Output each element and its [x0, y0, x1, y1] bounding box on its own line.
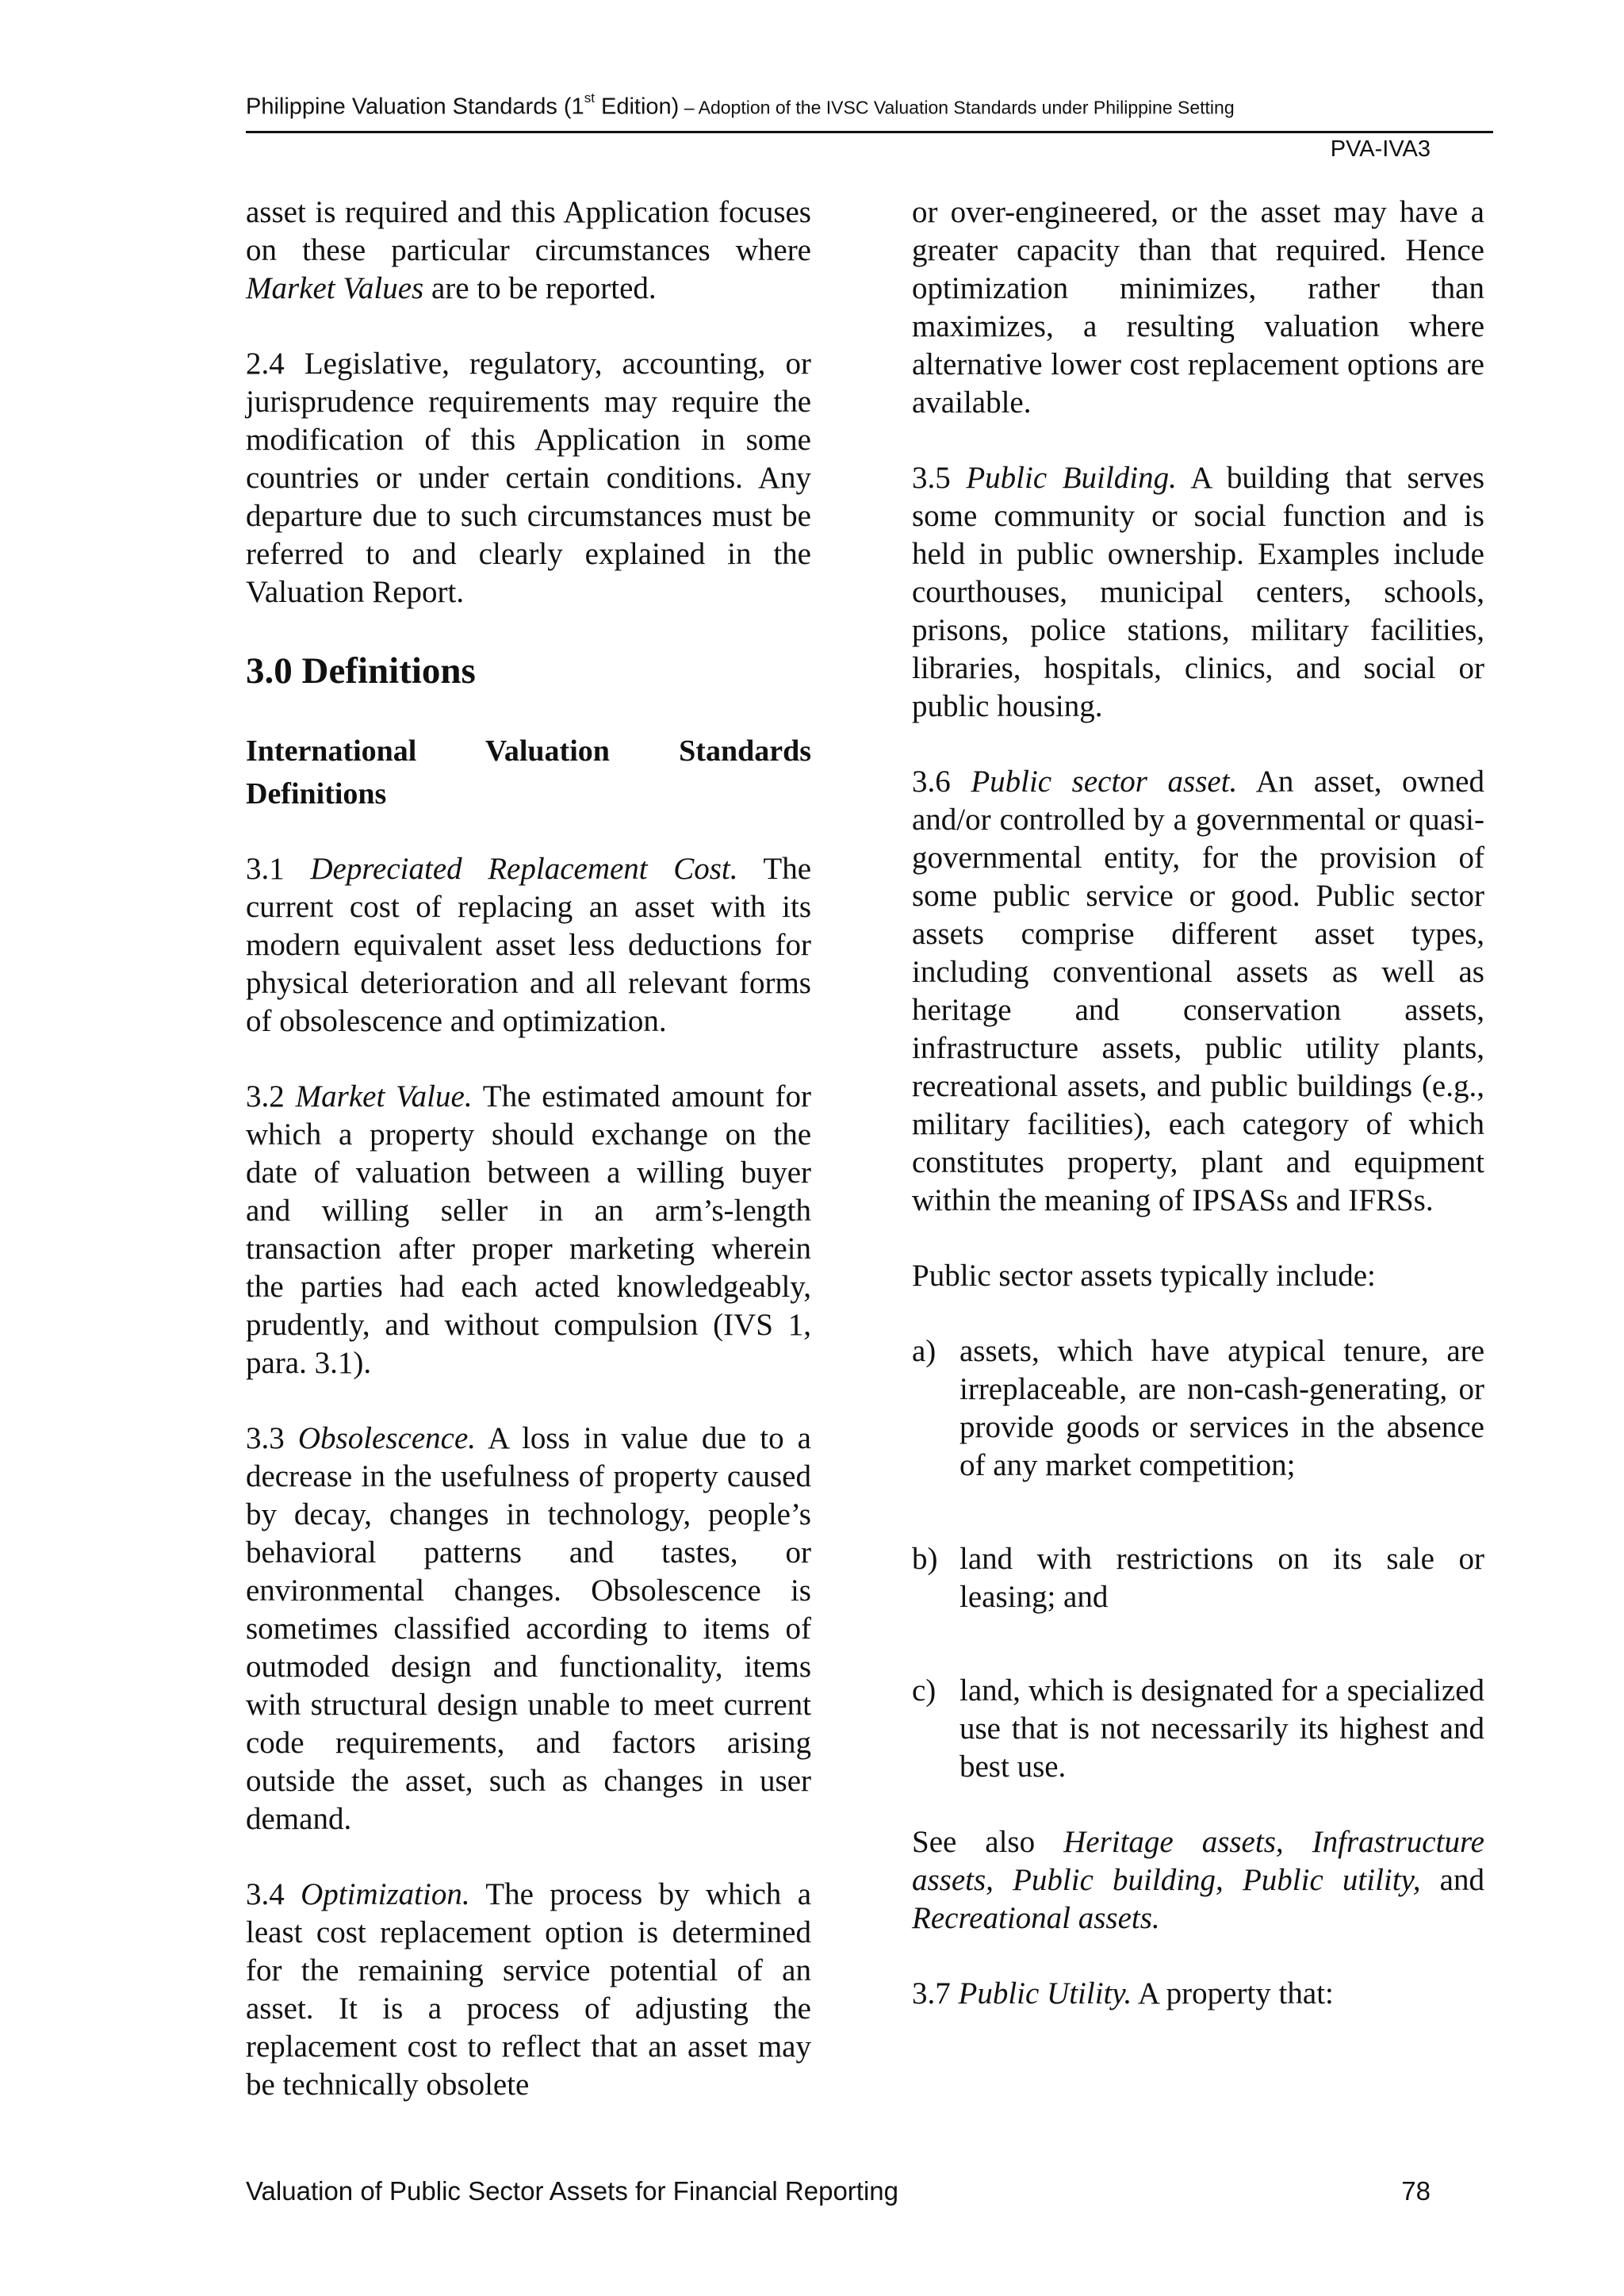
paragraph-continuation: or over-engineered, or the asset may have a greater capacity than that required. Hence optimization minimizes, rather than maximizes, a resulting valuation where alternative lower cost replacement options are available. — [912, 195, 1484, 420]
definition-3-1: 3.1 Depreciated Replacement Cost. The current cost of replacing an asset with its modern equivalent asset less deductions for physical deterioration and all relevant forms of obsolescence and optimization. — [246, 852, 812, 1038]
list-marker: b) — [912, 1542, 938, 1576]
term: Depreciated Replacement Cost. — [310, 852, 738, 886]
term: Obsolescence. — [297, 1421, 477, 1455]
paragraph-continuation: asset is required and this Application focuses on these particular circumstances where Market Values are to be reported. — [246, 195, 811, 305]
list-item-text: assets, which have atypical tenure, are irreplaceable, are non-cash-generating, or provide goods or services in the absence of any market competition; — [959, 1334, 1484, 1482]
term: Public sector asset. — [971, 765, 1238, 799]
term: Optimization. — [301, 1877, 470, 1911]
paragraph-2-4: 2.4 Legislative, regulatory, accounting, or jurisprudence requirements may require the modification of this Application in some countries or under certain conditions. Any departure due to such circumstances must be referred to and clearly explained in the Valuation Report. — [246, 347, 811, 609]
header-subtitle: – Adoption of the IVSC Valuation Standards under Philippine Setting — [679, 97, 1235, 118]
header-title-edition: Edition) — [594, 94, 680, 120]
see-also: See also Heritage assets, Infrastructure assets, Public building, Public utility, and Recreational assets. — [912, 1825, 1484, 1935]
definition-3-7: 3.7 Public Utility. A property that: — [912, 1976, 1334, 2010]
header-edition-sup: st — [584, 90, 595, 105]
running-footer: Valuation of Public Sector Assets for Financial Reporting — [246, 2176, 898, 2206]
definition-3-6: 3.6 Public sector asset. An asset, owned and/or controlled by a governmental or quasi-governmental entity, for the provision of some public service or good. Public sector assets comprise different asset types, including conventional assets as well as heritage and conservation assets, infrastructure assets, public utility plants, recreational assets, and public buildings (e.g., military facilities), each category of which constitutes property, plant and equipment within the meaning of IPSASs and IFRSs. — [912, 765, 1484, 1217]
header-title: Philippine Valuation Standards (1 — [246, 94, 584, 120]
section-title: 3.0 Definitions — [246, 650, 476, 692]
left-column — [246, 194, 811, 2141]
definition-3-3: 3.3 Obsolescence. A loss in value due to a decrease in the usefulness of property caused by decay, changes in technology, people’s behavioral patterns and tastes, or environmental changes. Obsolescence is sometimes classified according to items of outmoded design and functionality, items with structural design unable to meet current code requirements, and factors arising outside the asset, such as changes in user demand. — [246, 1421, 811, 1836]
list-item-text: land, which is designated for a specialized use that is not necessarily its highest and best use. — [959, 1673, 1484, 1784]
header-rule — [246, 131, 1493, 133]
definition-3-2: 3.2 Market Value. The estimated amount for which a property should exchange on the date of valuation between a willing buyer and willing seller in an arm’s-length transaction after proper marketing wherein the parties had each acted knowledgeably, prudently, and without compulsion (IVS 1, para. 3.1). — [246, 1079, 812, 1380]
list-marker: c) — [912, 1673, 936, 1708]
running-header — [246, 90, 1493, 121]
term: Public Building. — [966, 461, 1177, 495]
document-code: PVA-IVA3 — [1330, 136, 1431, 162]
list-intro: Public sector assets typically include: — [912, 1259, 1376, 1293]
list-item — [912, 1332, 1484, 1485]
page-number: 78 — [1401, 2176, 1431, 2206]
definition-3-5: 3.5 Public Building. A building that serves some community or social function and is held in public ownership. Examples include courthouses, municipal centers, schools, prisons, police stations, military facilities, libraries, hospitals, clinics, and social or public housing. — [912, 461, 1485, 723]
definition-3-4: 3.4 Optimization. The process by which a least cost replacement option is determined for the remaining service potential of an asset. It is a process of adjusting the replacement cost to reflect that an asset may be technically obsolete — [246, 1877, 812, 2102]
list-item — [912, 1672, 1484, 1786]
list-marker: a) — [912, 1334, 936, 1368]
list-item-text: land with restrictions on its sale or leasing; and — [959, 1542, 1484, 1614]
list-item — [912, 1540, 1484, 1616]
subheading: International Valuation Standards Definitions — [246, 734, 811, 811]
right-column — [912, 194, 1484, 2050]
term: Public Utility. — [958, 1976, 1132, 2010]
term: Market Value. — [295, 1079, 473, 1114]
